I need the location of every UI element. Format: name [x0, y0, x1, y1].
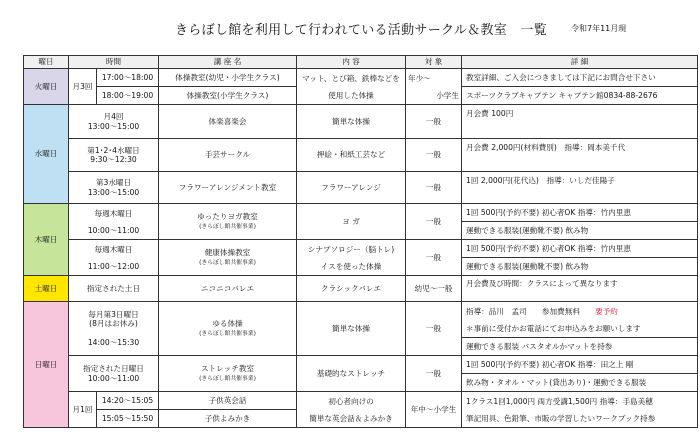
table-row: [24, 356, 698, 392]
circle-table: [23, 55, 698, 428]
time-cell: 14:20～15:05 15:05～15:50: [97, 392, 159, 428]
target-cell: 年中～小学生: [406, 392, 462, 428]
day-wednesday: 水曜日: [24, 105, 69, 204]
lecture-cell: ゆったりヨガ教室 (きらぼし館共催事業): [159, 204, 297, 240]
content-cell: クラシックバレエ: [297, 276, 406, 302]
lecture-cell: 健康体操教室 (きらぼし館共催事業): [159, 240, 297, 276]
header-lecture: 講 座 名: [159, 56, 297, 69]
time-cell: 第1･2･4水曜日 9:30～12:30: [69, 139, 159, 172]
time-cell: 毎週木曜日 10:00～11:00: [69, 204, 159, 240]
table-row: [24, 69, 698, 105]
day-tuesday: 火曜日: [24, 69, 69, 105]
lecture-cell: ストレッチ教室 (きらぼし館共催事業): [159, 356, 297, 392]
target-cell: 一般: [406, 172, 462, 204]
target-cell: 一般: [406, 240, 462, 276]
detail-cell: 月会費及び時間：クラスによって異なります: [462, 276, 698, 302]
table-row: [24, 392, 698, 428]
detail-cell: 1回 500円(予約不要) 初心者OK 指導：田之上 剛 飲み物・タオル・マット(貸出あり)・運動できる服装: [462, 356, 698, 392]
day-sunday: 日曜日: [24, 302, 69, 428]
reservation-required-label: 要予約: [595, 306, 618, 316]
date-label: 令和7年11月現: [571, 24, 627, 33]
content-cell: フラワーアレンジ: [297, 172, 406, 204]
detail-line: ＊事前に受付かお電話にてお申込みをお願いします: [466, 323, 641, 333]
target-cell: 一般: [406, 204, 462, 240]
content-cell: ヨ ガ: [297, 204, 406, 240]
time-line: 18:00～19:00: [97, 86, 159, 104]
detail-cell: 月会費 100円: [462, 105, 698, 139]
header-content: 内 容: [297, 56, 406, 69]
time-cell: [97, 69, 159, 105]
detail-cell: 1クラス1回1,000円 両方受講1,500円 指導：手島美穂 筆記用具、色鉛筆、市販の学習したいワークブック持参: [462, 392, 698, 428]
time-cell: 第3水曜日 13:00～15:00: [69, 172, 159, 204]
time-cell: 指定された土日: [69, 276, 159, 302]
frequency-cell: 月3回: [69, 69, 97, 105]
header-day: 曜日: [24, 56, 69, 69]
table-row: [24, 204, 698, 240]
table-row: [24, 240, 698, 276]
detail-line: 運動できる服装 バスタオルかマットを持参: [462, 337, 698, 355]
time-cell: 毎週木曜日 11:00～12:00: [69, 240, 159, 276]
table-row: [24, 105, 698, 139]
time-cell: 月4回 13:00～15:00: [69, 105, 159, 139]
content-cell: シナプソロジー（脳トレ) イスを使った体操: [297, 240, 406, 276]
page-title: きらぼし館を利用して行われている活動サークル＆教室 一覧: [175, 23, 548, 38]
lecture-cell: ゆる体操 (きらぼし館共催事業): [159, 302, 297, 356]
time-line: 17:00～18:00: [101, 73, 154, 82]
lecture-line: 体操教室(小学生クラス): [159, 86, 297, 104]
detail-cell: 1回 2,000円(花代込) 指導：いしだ佳陽子: [462, 172, 698, 204]
content-cell: 簡単な体操: [297, 302, 406, 356]
detail-line: 指導：品川 孟司 参加費無料 要予約: [466, 306, 618, 316]
target-cell: 一般: [406, 302, 462, 356]
detail-cell: [462, 302, 698, 356]
table-row: [24, 302, 698, 356]
time-cell: 指定された日曜日 10:00～11:00: [69, 356, 159, 392]
detail-line: スポーツクラブキャプテン キャプテン館0834-88-2676: [462, 86, 698, 104]
detail-line: 教室詳細、ご入会につきましては下記にお問合せ下さい: [466, 73, 656, 82]
detail-cell: [462, 69, 698, 105]
detail-cell: 月会費 2,000円(材料費別) 指導：岡本美千代: [462, 139, 698, 172]
lecture-cell: [159, 69, 297, 105]
content-cell: 簡単な体操: [297, 105, 406, 139]
content-cell: 初心者向けの 簡単な英会話＆よみかき: [297, 392, 406, 428]
header-time: 時間: [69, 56, 159, 69]
lecture-line: 体操教室(幼児・小学生クラス): [175, 73, 280, 82]
header-row: [24, 56, 698, 69]
detail-cell: 1回 500円(予約不要) 初心者OK 指導：竹内里恵 運動できる服装(運動靴不要) 飲み物: [462, 204, 698, 240]
lecture-cell: 手芸サークル: [159, 139, 297, 172]
detail-cell: 1回 500円(予約不要) 初心者OK 指導：竹内里恵 運動できる服装(運動靴不要) 飲み物: [462, 240, 698, 276]
target-cell: 一般: [406, 356, 462, 392]
content-cell: 押絵・和紙工芸など: [297, 139, 406, 172]
target-cell: 幼児～一般: [406, 276, 462, 302]
target-cell: 一般: [406, 139, 462, 172]
target-cell: 一般: [406, 105, 462, 139]
header-target: 対 象: [406, 56, 462, 69]
table-row: [24, 139, 698, 172]
lecture-cell: 体楽喜楽会: [159, 105, 297, 139]
lecture-cell: 子供英会話 子供よみかき: [159, 392, 297, 428]
target-cell: 年少～ 小学生: [406, 69, 462, 105]
day-saturday: 土曜日: [24, 276, 69, 302]
content-cell: 基礎的なストレッチ: [297, 356, 406, 392]
time-cell: 毎月第3日曜日 (8月はお休み) 14:00～15:30: [69, 302, 159, 356]
table-row: [24, 172, 698, 204]
table-row: [24, 276, 698, 302]
content-cell: マット、とび箱、鉄棒などを 使用した体操: [297, 69, 406, 105]
lecture-cell: フラワーアレンジメント教室: [159, 172, 297, 204]
lecture-cell: ニコニコバレエ: [159, 276, 297, 302]
day-thursday: 木曜日: [24, 204, 69, 276]
header-detail: 詳 細: [462, 56, 698, 69]
frequency-cell: 月1回: [69, 392, 97, 428]
